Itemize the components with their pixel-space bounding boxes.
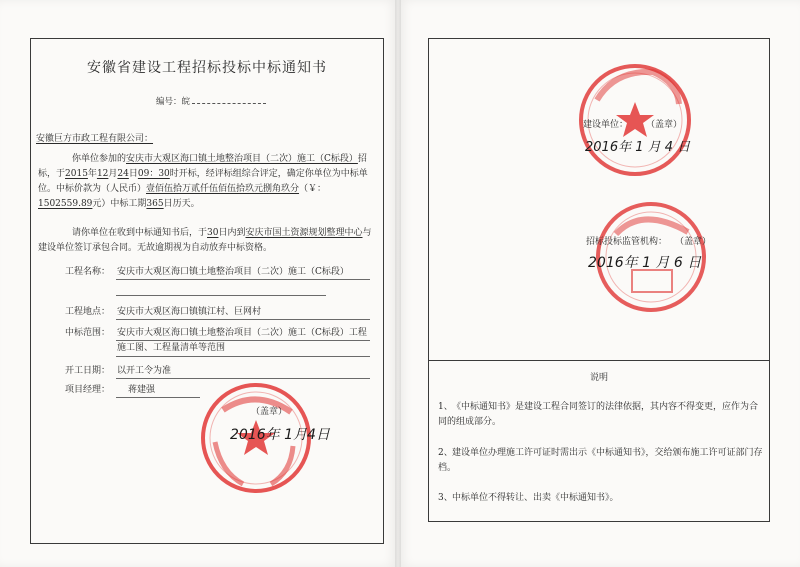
item-number: 2、	[438, 448, 453, 458]
item-text: 建设单位办理施工许可证时需出示《中标通知书》，交给颁布施工许可证部门存档。	[438, 448, 763, 473]
explanation-item	[438, 400, 764, 430]
p1-a: 你单位参加的	[72, 154, 127, 164]
contract-paragraph	[38, 226, 374, 256]
p2-c: 与建设单位签订承包合同。无故逾期视为自动放弃中标资格。	[38, 228, 372, 253]
field-key: 工程名称：	[64, 267, 110, 277]
field-project-name	[40, 265, 380, 297]
p1-i: 日历天。	[163, 199, 200, 209]
p2-a: 请你单位在收到中标通知书后，于	[72, 228, 208, 238]
construction-unit-date: 2016年 1 月 4 日	[585, 140, 691, 155]
open-time: 09：30	[137, 169, 170, 179]
price-number: 1502559.89	[38, 199, 93, 209]
field-key: 项目经理：	[64, 385, 110, 395]
field-key: 中标范围：	[64, 328, 110, 338]
supervision-seal-label: （盖章）	[675, 237, 712, 247]
p1-d: 月	[108, 169, 118, 179]
p1-b: 招标，于	[38, 154, 367, 179]
p2-b: 日内到	[218, 228, 246, 238]
underline	[116, 295, 326, 296]
open-day: 24	[117, 169, 129, 179]
underline	[116, 279, 370, 280]
field-bid-scope	[40, 326, 380, 358]
construction-unit-seal-label: （盖章）	[646, 120, 683, 130]
p1-f: 时开标，经评标组综合评定，确定你单位为中标单位。中标价款为（人民币）	[38, 169, 368, 194]
field-value: 以开工令为准	[117, 366, 172, 376]
p1-e: 日	[128, 169, 138, 179]
p1-g: （￥：	[299, 184, 327, 194]
underline	[116, 356, 370, 357]
item-text: 《中标通知书》是建设工程合同签订的法律依据，其内容不得变更，应作为合同的组成部分。	[438, 402, 759, 427]
explanation-title: 说明	[589, 373, 608, 383]
supervision-label: 招标投标监管机构：	[586, 237, 668, 247]
p1-c: 年	[87, 169, 97, 179]
number-blank	[192, 103, 266, 104]
underline	[116, 397, 200, 398]
open-month: 12	[96, 169, 109, 179]
field-key: 工程地点：	[64, 307, 110, 317]
document-title: 安徽省建设工程招标投标中标通知书	[87, 60, 327, 76]
item-number: 3、	[438, 493, 453, 503]
explanation-item	[438, 446, 764, 476]
contract-period: 365	[146, 199, 164, 209]
project-name-inline: 安庆市大观区海口镇土地整治项目（二次）施工（C标段）	[126, 154, 358, 164]
field-value: 蒋建强	[128, 385, 156, 395]
field-value: 安庆市大观区海口镇土地整治项目（二次）施工（C标段）	[117, 267, 349, 277]
underline	[116, 340, 370, 341]
sign-organization: 安庆市国土资源规划整理中心	[245, 228, 363, 238]
left-seal-label: （盖章）	[251, 407, 288, 417]
winning-company: 安徽巨方市政工程有限公司：	[36, 134, 154, 144]
p1-h: 元）中标工期	[92, 199, 147, 209]
supervision-date: 2016年 1 月 6 日	[588, 255, 702, 271]
left-seal-date: 2016年 1月4日	[230, 427, 330, 443]
award-paragraph	[38, 152, 374, 212]
item-number: 1、	[438, 402, 453, 412]
number-label: 编号：皖	[156, 97, 191, 107]
construction-unit-label: 建设单位：	[583, 120, 629, 130]
explanation-item	[438, 491, 764, 506]
item-text: 中标单位不得转让、出卖《中标通知书》。	[452, 493, 619, 503]
price-chinese: 壹佰伍拾万贰仟伍佰伍拾玖元捌角玖分	[146, 184, 300, 194]
page-fold	[395, 0, 401, 567]
field-value: 安庆市大观区海口镇土地整治项目（二次）施工（C标段）工程施工图、工程量清单等范围	[117, 328, 367, 353]
field-value: 安庆市大观区海口镇镇江村、巨网村	[117, 307, 262, 317]
sign-days: 30	[207, 228, 219, 238]
field-key: 开工日期：	[64, 366, 110, 376]
open-year: 2015	[65, 169, 88, 179]
underline	[116, 378, 370, 379]
document-number	[156, 95, 266, 107]
underline	[116, 319, 370, 320]
